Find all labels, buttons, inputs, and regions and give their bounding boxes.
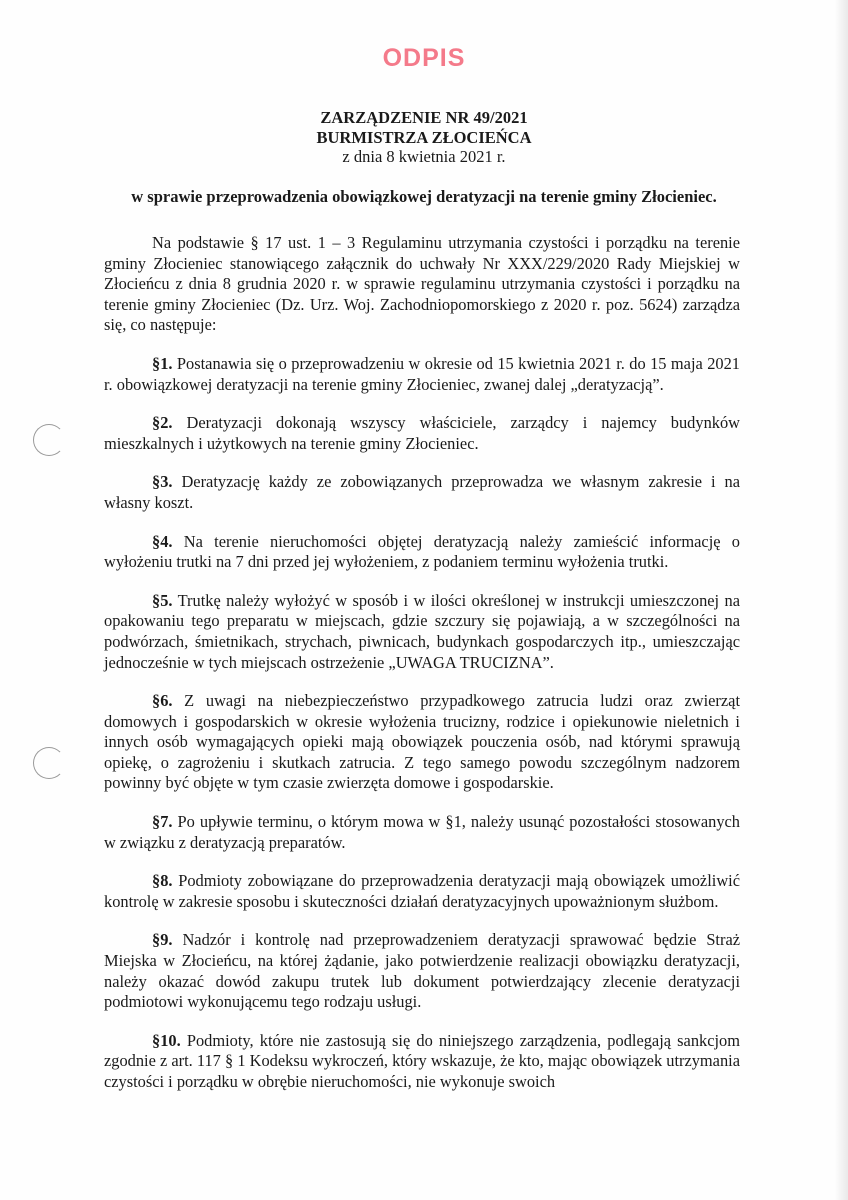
section-paragraph: [104, 930, 740, 1012]
section-text: Z uwagi na niebezpieczeństwo przypadkowego zatrucia ludzi oraz zwierząt domowych i gospodarskich w okresie wyłożenia trucizny, rodzice i opiekunowie nieletnich i innych osób wymagających opieki mają obowiązek pouczenia osób, nad którymi sprawują opiekę, o zagrożeniu i skutkach zatrucia. Z tego samego powodu szczególnym nadzorem powinny być objęte w tym czasie zwierzęta domowe i gospodarskie.: [104, 691, 740, 793]
document-body: [104, 233, 740, 1111]
section-number: §3.: [152, 472, 173, 492]
preamble-paragraph: Na podstawie § 17 ust. 1 – 3 Regulaminu utrzymania czystości i porządku na terenie gminy Złocieniec stanowiącego załącznik do uchwały Nr XXX/229/2020 Rady Miejskiej w Złocieńcu z dnia 8 grudnia 2020 r. w sprawie regulaminu utrzymania czystości i porządku na terenie gminy Złocieniec (Dz. Urz. Woj. Zachodniopomorskiego z 2020 r. poz. 5624) zarządza się, co następuje:: [104, 233, 740, 335]
ordinance-date: z dnia 8 kwietnia 2021 r.: [342, 147, 506, 166]
section-text: Na terenie nieruchomości objętej deratyzacją należy zamieścić informację o wyłożeniu trutki na 7 dni przed jej wyłożeniem, z podaniem terminu wyłożenia trutki.: [104, 531, 740, 572]
section-number: §1.: [152, 353, 173, 373]
section-text: Nadzór i kontrolę nad przeprowadzeniem deratyzacji sprawować będzie Straż Miejska w Złocieńcu, na której żądanie, jako potwierdzenie realizacji obowiązku deratyzacji, należy okazać dowód zakupu trutek lub dokument potwierdzający zlecenie deratyzacji podmiotowi wykonującemu tego rodzaju usługi.: [104, 930, 740, 1012]
section-paragraph: [104, 591, 740, 673]
page-edge-shadow: [834, 0, 848, 1200]
section-paragraph: [104, 532, 740, 573]
section-text: Trutkę należy wyłożyć w sposób i w ilości określonej w instrukcji umieszczonej na opakowaniu tego preparatu w miejscach, gdzie szczury się pojawiają, a w szczególności na podwórzach, śmietnikach, strychach, piwnicach, budynkach gospodarczych itp., umieszczając jednocześnie w tych miejscach ostrzeżenie „UWAGA TRUCIZNA”.: [104, 590, 740, 672]
section-number: §9.: [152, 930, 173, 950]
issuer-title: BURMISTRZA ZŁOCIEŃCA: [316, 128, 532, 147]
section-text: Postanawia się o przeprowadzeniu w okresie od 15 kwietnia 2021 r. do 15 maja 2021 r. obowiązkowej deratyzacji na terenie gminy Złocieniec, zwanej dalej „deratyzacją”.: [104, 353, 740, 394]
copy-stamp: ODPIS: [382, 44, 466, 72]
section-text: Deratyzację każdy ze zobowiązanych przeprowadza we własnym zakresie i na własny koszt.: [104, 472, 740, 512]
section-paragraph: [104, 871, 740, 912]
section-paragraph: [104, 691, 740, 794]
section-paragraph: [104, 354, 740, 395]
section-number: §4.: [152, 531, 173, 551]
section-paragraph: [104, 413, 740, 454]
section-number: §5.: [152, 590, 173, 610]
section-text: Podmioty zobowiązane do przeprowadzenia deratyzacji mają obowiązek umożliwić kontrolę w zakresie sposobu i skuteczności działań deratyzacyjnych upoważnionym służbom.: [104, 871, 740, 911]
section-paragraph: [104, 1031, 740, 1093]
section-text: Deratyzacji dokonają wszyscy właściciele, zarządcy i najemcy budynków mieszkalnych i użytkowych na terenie gminy Złocieniec.: [104, 413, 740, 453]
punch-hole-top: [33, 424, 65, 456]
section-number: §10.: [152, 1030, 181, 1050]
section-paragraph: [104, 812, 740, 853]
ordinance-subject: w sprawie przeprowadzenia obowiązkowej deratyzacji na terenie gminy Złocieniec.: [131, 187, 717, 206]
section-number: §6.: [152, 691, 173, 711]
section-number: §7.: [152, 812, 173, 832]
section-number: §8.: [152, 871, 173, 891]
punch-hole-bottom: [33, 747, 65, 779]
section-number: §2.: [152, 413, 173, 433]
section-text: Podmioty, które nie zastosują się do niniejszego zarządzenia, podlegają sankcjom zgodnie z art. 117 § 1 Kodeksu wykroczeń, który wskazuje, że kto, mając obowiązek utrzymania czystości i porządku w obrębie nieruchomości, nie wykonuje swoich: [104, 1030, 740, 1091]
section-paragraph: [104, 472, 740, 513]
section-text: Po upływie terminu, o którym mowa w §1, należy usunąć pozostałości stosowanych w związku z deratyzacją preparatów.: [104, 812, 740, 852]
ordinance-number: ZARZĄDZENIE NR 49/2021: [320, 108, 528, 127]
